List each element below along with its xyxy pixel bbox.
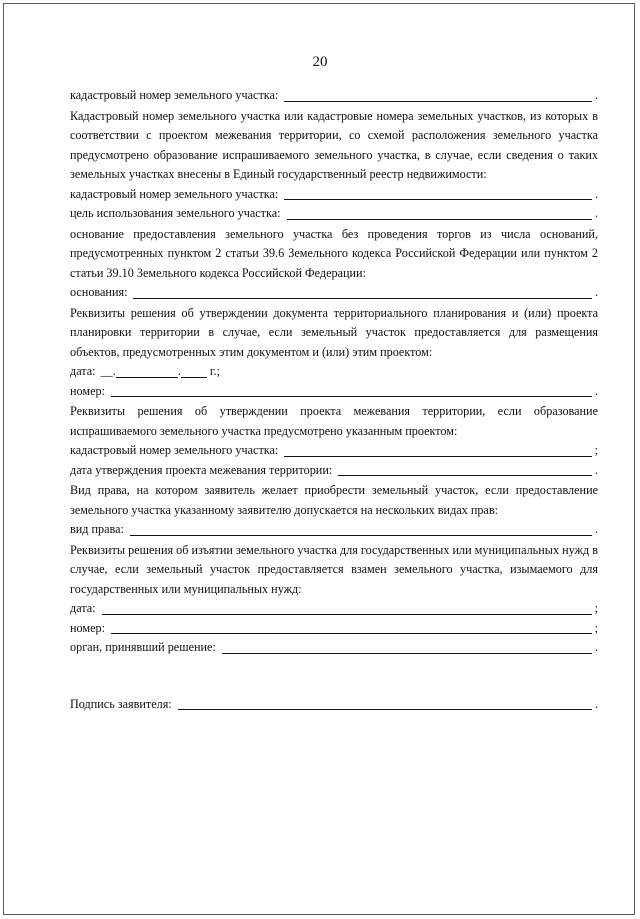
cadastral-number-label: кадастровый номер земельного участка: — [70, 88, 279, 102]
line-end-punct: . — [594, 522, 598, 536]
signature-field[interactable] — [178, 699, 592, 710]
line-end-punct: . — [594, 696, 598, 711]
line-end-punct: . — [594, 640, 598, 654]
signature-row — [70, 695, 598, 715]
decision-number-field[interactable] — [111, 386, 592, 397]
signature-spacer — [70, 658, 598, 695]
source-cadastral-field[interactable] — [284, 189, 592, 200]
line-end-punct: ; — [594, 443, 598, 457]
seizure-date-field[interactable] — [102, 604, 592, 615]
purpose-label: цель использования земельного участка: — [70, 206, 281, 220]
seizure-number-label: номер: — [70, 620, 105, 635]
decision-date-sep: . — [177, 364, 181, 378]
planning-docs-paragraph: Реквизиты решения об утверждении документа территориального планирования и (или) проекта планировки территории в случае, если земельный участок предоставляется для размещения объектов, предусмотренных этим документом и (или) этим проектом: — [70, 305, 598, 359]
line-end-punct: . — [594, 186, 598, 201]
decision-date-year-field[interactable] — [181, 367, 207, 378]
page-number: 20 — [312, 54, 328, 70]
grounds-field[interactable] — [133, 288, 591, 299]
line-end-punct: . — [594, 383, 598, 398]
survey-project-paragraph: Реквизиты решения об утверждении проекта межевания территории, если образование испрашиваемого земельного участка предусмотрено указанным проектом: — [70, 404, 598, 438]
survey-cadastral-label: кадастровый номер земельного участка: — [70, 443, 279, 457]
right-type-field[interactable] — [130, 525, 592, 536]
survey-date-label: дата утверждения проекта межевания территории: — [70, 462, 333, 477]
seizure-date-row — [70, 599, 598, 619]
source-parcels-paragraph: Кадастровый номер земельного участка или кадастровые номера земельных участков, из которых в соответствии с проектом межевания территории, со схемой расположения земельного участка предусмотрено образование испрашиваемого земельного участка, в случае, если сведения о таких земельных участках внесены в Единый государственный реестр недвижимости: — [70, 108, 598, 181]
decision-number-label: номер: — [70, 383, 105, 398]
survey-cadastral-row — [70, 441, 598, 461]
line-end-punct: . — [594, 462, 598, 477]
no-auction-paragraph: основание предоставления земельного участка без проведения торгов из числа оснований, предусмотренных пунктом 2 статьи 39.6 Земельного кодекса Российской Федерации или пунктом 2 статьи 39.10 Земельного кодекса Российской Федерации: — [70, 226, 598, 280]
line-end-punct: . — [594, 88, 598, 102]
seizure-authority-row — [70, 638, 598, 658]
grounds-label: основания: — [70, 285, 128, 299]
purpose-row — [70, 204, 598, 224]
purpose-field[interactable] — [287, 209, 592, 220]
decision-date-row — [70, 362, 598, 382]
source-cadastral-label: кадастровый номер земельного участка: — [70, 186, 279, 201]
line-end-punct: . — [594, 285, 598, 299]
line-end-punct: . — [594, 206, 598, 220]
cadastral-number-row — [70, 86, 598, 106]
seizure-paragraph: Реквизиты решения об изъятии земельного участка для государственных или муниципальных нужд в случае, если земельный участок предоставляется взамен земельного участка, изымаемого для государственных или муниципальных нужд: — [70, 542, 598, 596]
source-cadastral-row — [70, 185, 598, 205]
decision-date-label: дата: — [70, 364, 96, 378]
seizure-authority-label: орган, принявший решение: — [70, 640, 216, 654]
decision-date-suffix: г.; — [209, 364, 220, 378]
seizure-number-field[interactable] — [111, 623, 592, 634]
line-end-punct: ; — [594, 620, 598, 635]
right-type-row — [70, 520, 598, 540]
survey-cadastral-field[interactable] — [284, 446, 591, 457]
right-type-label: вид права: — [70, 522, 124, 536]
survey-date-row — [70, 461, 598, 481]
seizure-date-label: дата: — [70, 601, 96, 615]
grounds-row — [70, 283, 598, 303]
decision-number-row — [70, 382, 598, 402]
cadastral-number-field[interactable] — [284, 91, 592, 102]
decision-date-day[interactable]: __. — [100, 364, 116, 378]
line-end-punct: ; — [594, 601, 598, 615]
survey-date-field[interactable] — [338, 465, 592, 476]
signature-label: Подпись заявителя: — [70, 696, 172, 711]
form-content — [70, 86, 598, 714]
seizure-authority-field[interactable] — [222, 643, 592, 654]
right-kind-paragraph: Вид права, на котором заявитель желает приобрести земельный участок, если предоставление земельного участка указанному заявителю допускается на нескольких видах прав: — [70, 483, 598, 517]
seizure-number-row — [70, 619, 598, 639]
decision-date-month-field[interactable] — [116, 367, 178, 378]
